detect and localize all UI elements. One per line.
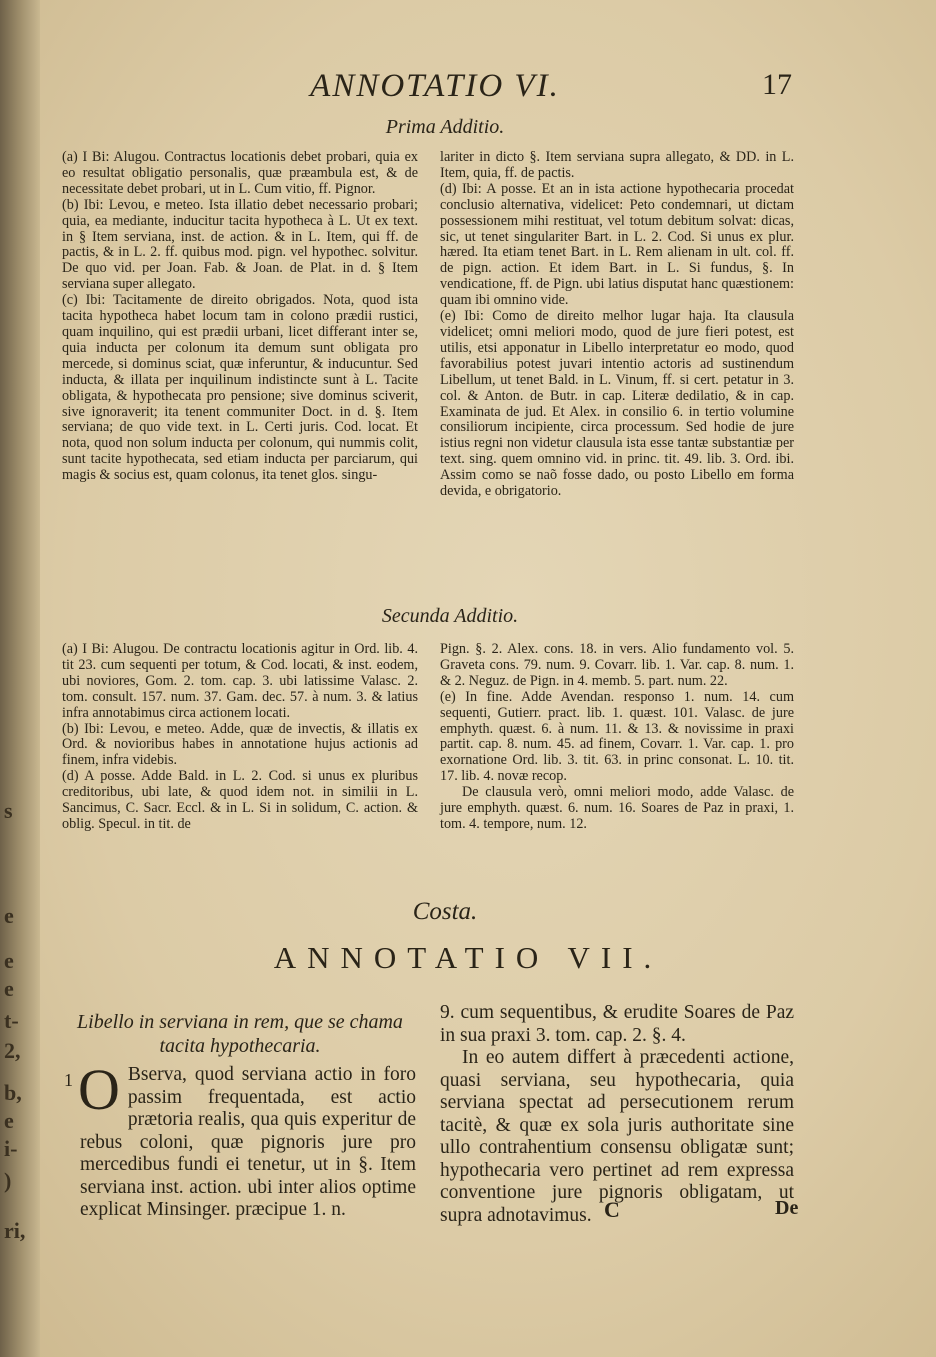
gutter-fragment: e [4,1108,14,1133]
annotatio-subtitle: Libello in serviana in rem, que se chama tacita hypothecaria. [77,1011,403,1057]
gutter-fragment: i- [4,1136,18,1161]
gutter-fragment: 2, [4,1038,21,1063]
gutter-fragment: t- [4,1008,19,1033]
note-clausula: De clausula verò, omni meliori modo, adde Valasc. de jure emphyth. quæst. 6. num. 16. Soares de Paz in praxi, 1. tom. 4. tempore, num. 12. [440,784,794,832]
binding-gutter [0,0,40,1357]
body-text: Bserva, quod serviana actio in foro passim frequentada, est actio prætoria realis, qua quis experitur de rebus coloni, quæ pignoris jure pro mercedibus fundi ei tenetur, ut in §. Item serviana inst. action. ubi inter alios optime explicat Minsinger. præcipue 1. n. [80,1064,416,1220]
note-b: (b) Ibi: Levou, e meteo. Adde, quæ de invectis, & illatis ex Ord. & novioribus habes in annotatione hujus actionis ad finem, infra videbis. [62,720,418,769]
gutter-fragment: ri, [4,1218,26,1243]
author-name: Costa. [412,898,478,925]
secunda-additio-heading: Secunda Additio. [381,605,519,627]
running-head: ANNOTATIO VI. [310,68,560,104]
catchword: De [775,1197,799,1219]
note-d: (d) Ibi: A posse. Et an in ista actione hypothecaria procedat conclusio alternativa, videlicet: Peto condemnari, ut dictam possessionem mihi restituat, vel totum debitum solvat: dicas, sic, ut tenet singulariter Bart. in L. 2. Cod. Si unus ex plur. hæred. Ita etiam tenet Bart. in L. Rem alienam in ult. col. ff. de pign. action. Et idem Bart. in L. Si fundus, §. In vendicatione, ff. de Pign. ubi latius disputat hanc quæstionem: quam ibi omnino vide. [440,180,794,309]
gutter-fragment: s [4,798,13,823]
note-e: (e) Ibi: Como de direito melhor lugar haja. Ita clausula videlicet; omni meliori modo, quod de jure fieri potest, est utilis, etsi apponatur in Libello interpretatur eo modo, quod favorabilius potest juvari intentio actoris ad sustinendum Libellum, ut tenet Bald. in L. Vinum, ff. si cert. petatur in 3. col. & Anton. de Butr. in cap. Literæ dedilatio, & in cap. Examinata de jud. Et Alex. in consilio 6. in tertio volumine consiliorum incipiente, circa processum. Sed hodie de jure istius regni non videtur clausula ista esse tantæ substantiæ per text. sing. quem omnino vid. in princ. tit. 49. lib. 3. Ord. ibi. Assim como se naõ fosse dado, ou posto Libello em forma devida, e obrigatorio. [440,308,794,500]
prima-additio-right-column [440,150,794,500]
body-text: In eo autem differt à præcedenti actione, quasi serviana, seu hypothecaria, quia serviana spectat ad persecutionem rerum tacitè, & quæ ex sola juris authoritate sine ullo contrahentium consensu obligatæ sunt; hypothecaria vero pertinet ad rem expressa conventione jure pignoris obligatam, ut supra adnotavimus. [440,1047,794,1226]
note-continuation: lariter in dicto §. Item serviana supra allegato, & DD. in L. Item, quia, ff. de pactis. [440,149,794,181]
gutter-fragment: ) [4,1168,12,1193]
page-number: 17 [762,68,792,101]
gutter-fragment: e [4,948,14,973]
gutter-fragment: b, [4,1080,22,1105]
secunda-additio-left-column [62,642,418,833]
annotatio-left-column [78,1057,416,1222]
note-a: (a) I Bi: Alugou. Contractus locationis debet probari, quia ex eo resultat obligatio personalis, quæ præambula est, & de necessitate debet probari, ut in L. Cum vitio, ff. Pignor. [62,149,418,197]
annotatio-right-column [440,1002,794,1227]
gutter-fragment: e [4,976,14,1001]
note-e: (e) In fine. Adde Avendan. responso 1. num. 14. cum sequenti, Gutierr. pract. lib. 1. quæst. 101. Valasc. de jure emphyth. quæst. 6. à num. 11. & 13. & novissime in praxi partit. cap. 8. num. 45. ad finem, Covarr. 1. Var. cap. 1. pro exornatione Ord. lib. 3. tit. 63. in princ consonat. L. 10. tit. 17. lib. 4. novæ recop. [440,688,794,785]
note-a: (a) I Bi: Alugou. De contractu locationis agitur in Ord. lib. 4. tit 23. cum sequenti per totum, & Cod. locati, & inst. eodem, ubi noviores, Gom. 2. tom. cap. 3. ubi latissime Valasc. 2. tom. consult. 157. num. 37. Gam. dec. 57. à num. 3. & latius infra annotabimus circa actionem locati. [62,641,418,721]
paragraph-number: 1 [64,1070,73,1090]
signature-mark: C [604,1197,620,1222]
note-d: (d) A posse. Adde Bald. in L. 2. Cod. si unus ex pluribus creditoribus, ubi late, & quod idem not. in similii in L. Sancimus, C. Sacr. Eccl. & in L. Si in solidum, C. action. & oblig. Specul. in tit. de [62,768,418,832]
annotatio-title: ANNOTATIO VII. [273,940,663,975]
drop-cap: O [78,1057,120,1122]
prima-additio-heading: Prima Additio. [385,116,505,138]
secunda-additio-right-column [440,642,794,833]
gutter-fragment: e [4,903,14,928]
note-c: (c) Ibi: Tacitamente de direito obrigados. Nota, quod ista tacita hypotheca habet locum tam in colono prædii rustici, quam inquilino, qui est prædii urbani, licet differant inter se, quia inducta per colonum ita demum sunt obligata pro mercede, si dominus sciat, quæ inferuntur, & inducuntur. Sed inducta, & illata per inquilinum indistincte sunt à L. Tacite obligata, & hypothecata pro pensione; sive dominus sciverit, sive ignoraverit; ita tenent communiter Doct. in d. §. Item serviana; de quo vide text. in L. Certi juris. Cod. locat. Et nota, quod non solum inducta per colonum, qui nummis colit, sunt tacite hypothecata, sed etiam inducta per parciarum, qui magis & socius est, quam colonus, ita tenet glos. singu- [62,292,418,484]
note-b: (b) Ibi: Levou, e meteo. Ista illatio debet necessario probari; quia, ea mediante, inducitur tacita hypotheca à L. Ut ex text. in § Item serviana, inst. de action. & in L. Item, qui ff. de pactis, & in L. 2. ff. quibus mod. pign. vel hypothec. solvitur. De quo vid. per Joan. Fab. & Joan. de Plat. in d. § Item serviana super allegato. [62,196,418,293]
note-continuation: Pign. §. 2. Alex. cons. 18. in vers. Alio fundamento vol. 5. Graveta cons. 79. num. 9. Covarr. lib. 1. Var. cap. 8. num. 1. & 2. Neguz. de Pign. in 4. memb. 5. part. num. 22. [440,641,794,689]
body-text: 9. cum sequentibus, & erudite Soares de Paz in sua praxi 3. tom. cap. 2. §. 4. [440,1002,794,1046]
prima-additio-left-column [62,150,418,484]
